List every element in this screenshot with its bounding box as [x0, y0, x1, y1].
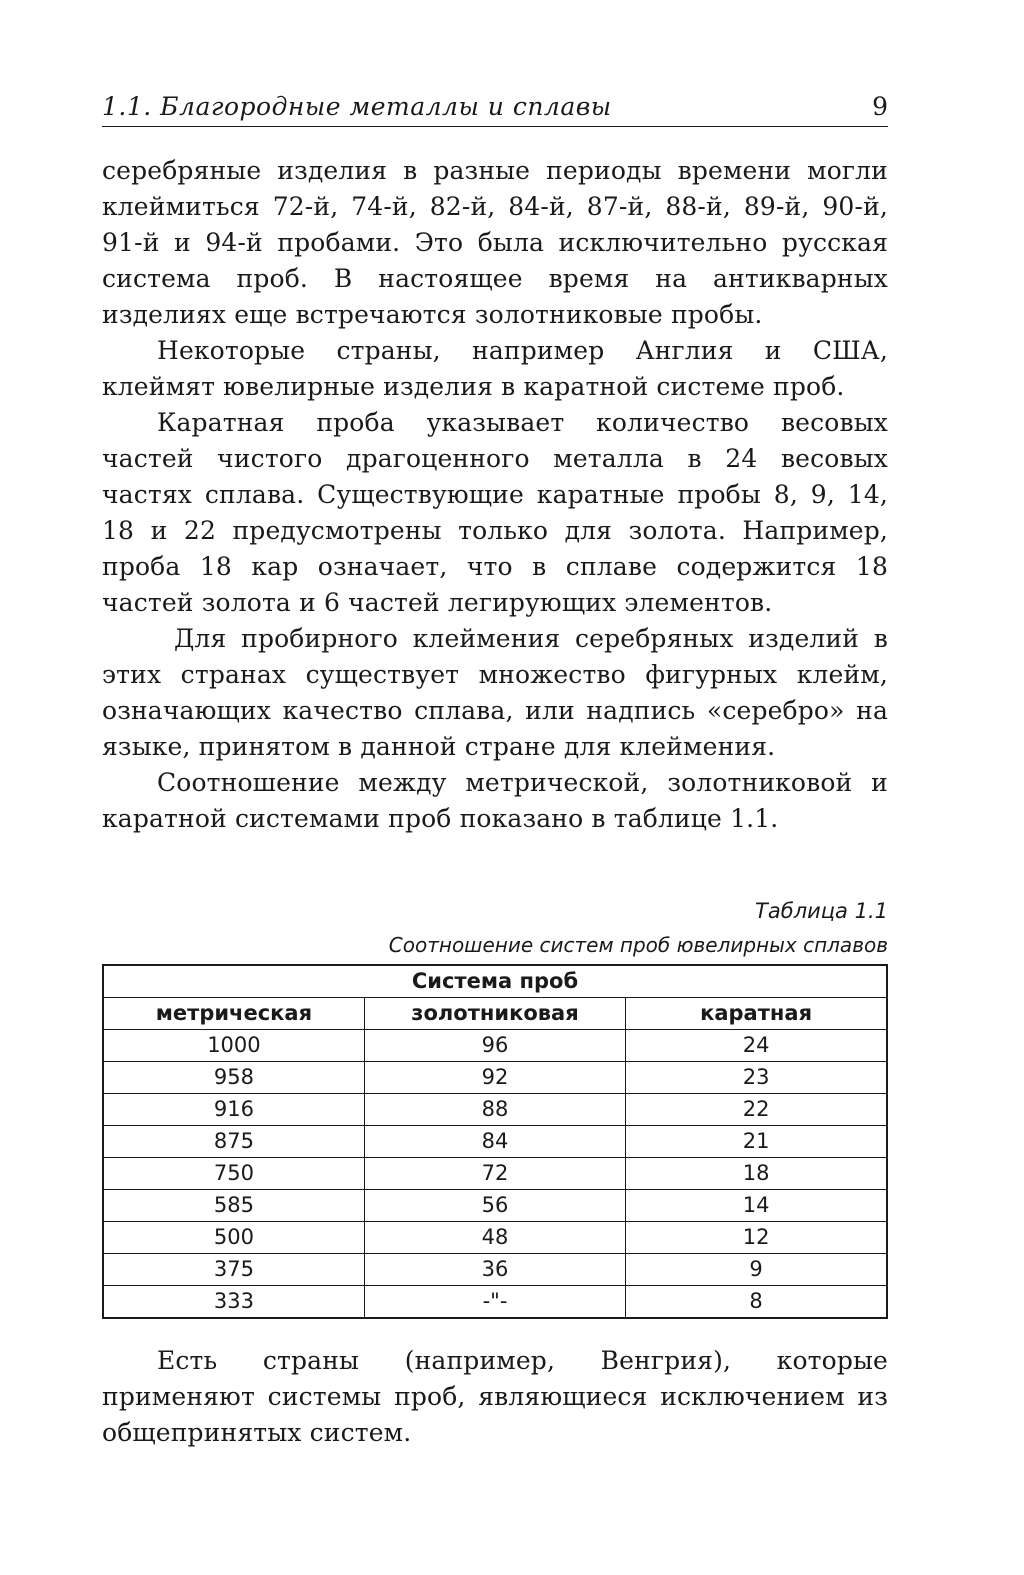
column-header-carat: каратная [626, 998, 887, 1030]
table-cell: 72 [364, 1158, 625, 1190]
table-row [103, 1286, 887, 1319]
table-cell: 96 [364, 1030, 625, 1062]
table-cell: 18 [626, 1158, 887, 1190]
paragraph: Соотношение между метрической, золотниковой и каратной системами проб показано в таблице 1.1. [102, 768, 888, 833]
table-row [103, 1094, 887, 1126]
table-cell: 585 [103, 1190, 364, 1222]
table-row [103, 1158, 887, 1190]
table-cell: 48 [364, 1222, 625, 1254]
table-row [103, 1062, 887, 1094]
table-cell: 88 [364, 1094, 625, 1126]
table-cell: 750 [103, 1158, 364, 1190]
table-cell: 92 [364, 1062, 625, 1094]
table-cell: 12 [626, 1222, 887, 1254]
table-row [103, 1222, 887, 1254]
table-title: Соотношение систем проб ювелирных сплавов [388, 933, 888, 957]
page-number: 9 [872, 92, 888, 121]
table-cell: 24 [626, 1030, 887, 1062]
table-cell: 56 [364, 1190, 625, 1222]
assay-systems-table [102, 964, 888, 1319]
table-row [103, 1030, 887, 1062]
running-header [102, 90, 888, 127]
table-cell: 333 [103, 1286, 364, 1319]
column-header-metric: метрическая [103, 998, 364, 1030]
table-cell: 14 [626, 1190, 887, 1222]
paragraph: Есть страны (например, Венгрия), которые применяют системы проб, являющиеся исключением из общепринятых систем. [102, 1346, 888, 1447]
column-header-zolotnik: золотниковая [364, 998, 625, 1030]
body-text-bottom [102, 1343, 888, 1451]
table-group-header: Система проб [103, 965, 887, 998]
table-cell: 21 [626, 1126, 887, 1158]
table-cell: -"- [364, 1286, 625, 1319]
table-cell: 1000 [103, 1030, 364, 1062]
table-row [103, 1126, 887, 1158]
table-row [103, 1190, 887, 1222]
table-cell: 875 [103, 1126, 364, 1158]
paragraph: серебряные изделия в разные периоды времени могли клеймиться 72-й, 74-й, 82-й, 84-й, 87-й, 88-й, 89-й, 90-й, 91-й и 94-й пробами. Это была исключительно русская система проб. В настоящее время на антикварных изделиях еще встречаются золотниковые пробы. [102, 156, 888, 329]
table-cell: 22 [626, 1094, 887, 1126]
table-cell: 375 [103, 1254, 364, 1286]
table-row [103, 1254, 887, 1286]
paragraph: Каратная проба указывает количество весовых частей чистого драгоценного металла в 24 весовых частях сплава. Существующие каратные пробы 8, 9, 14, 18 и 22 предусмотрены только для золота. Например, проба 18 кар означает, что в сплаве содержится 18 частей золота и 6 частей легирующих элементов. [102, 408, 888, 617]
table-cell: 958 [103, 1062, 364, 1094]
table-cell: 9 [626, 1254, 887, 1286]
table-cell: 84 [364, 1126, 625, 1158]
section-title: 1.1. Благородные металлы и сплавы [102, 92, 612, 121]
table-cell: 36 [364, 1254, 625, 1286]
table-cell: 8 [626, 1286, 887, 1319]
table-number: Таблица 1.1 [755, 899, 888, 923]
paragraph: Некоторые страны, например Англия и США, клеймят ювелирные изделия в каратной системе проб. [102, 336, 888, 401]
table-cell: 23 [626, 1062, 887, 1094]
table-cell: 500 [103, 1222, 364, 1254]
body-text-top [102, 153, 888, 837]
paragraph: Для пробирного клеймения серебряных изделий в этих странах существует множество фигурных клейм, означающих качество сплава, или надпись «серебро» на языке, принятом в данной стране для клеймения. [102, 624, 888, 761]
table-cell: 916 [103, 1094, 364, 1126]
